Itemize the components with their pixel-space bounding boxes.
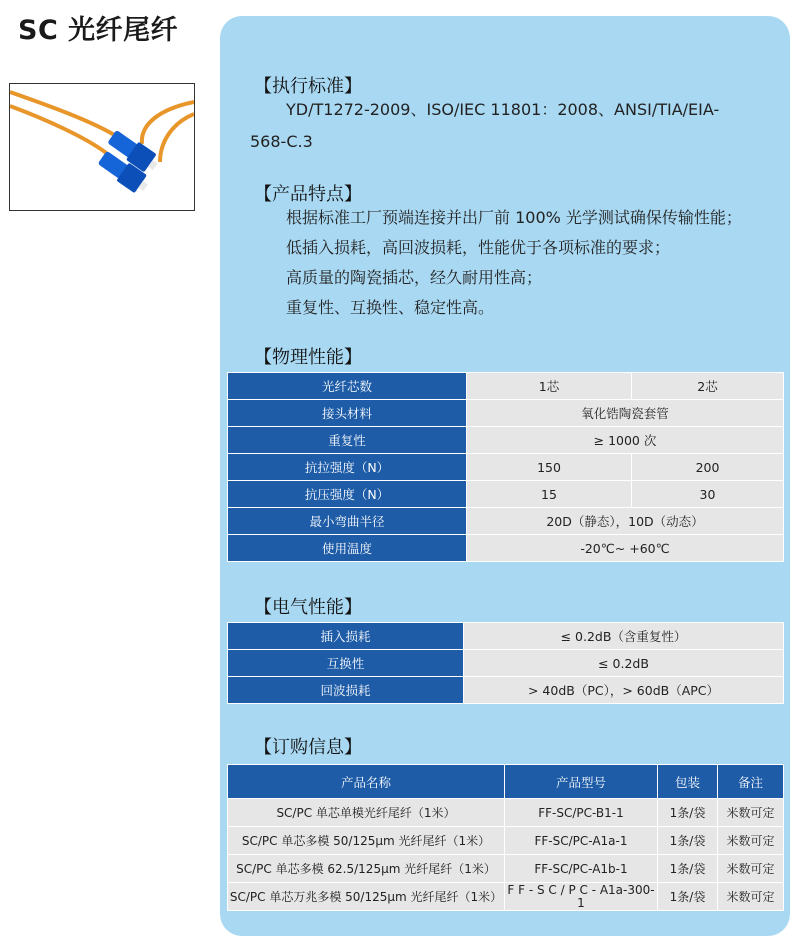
physical-heading: 【物理性能】: [254, 347, 362, 368]
column-header: 包装: [658, 765, 718, 799]
table-row: [228, 535, 784, 562]
page-title: SC 光纤尾纤: [18, 15, 179, 46]
table-row: [228, 400, 784, 427]
row-value: ≤ 0.2dB（含重复性）: [464, 623, 784, 650]
row-value: 150: [467, 454, 632, 481]
row-label: 插入损耗: [228, 623, 464, 650]
product-name: SC/PC 单芯单模光纤尾纤（1米）: [228, 799, 505, 827]
table-row: [228, 481, 784, 508]
table-row: [228, 373, 784, 400]
feature-item: 低插入损耗，高回波损耗，性能优于各项标准的要求；: [286, 238, 671, 257]
standards-line-2: 568-C.3: [250, 132, 313, 151]
package: 1条/袋: [658, 883, 718, 911]
row-value: 2芯: [632, 373, 784, 400]
note: 米数可定: [718, 855, 784, 883]
physical-table: [227, 372, 784, 562]
product-name: SC/PC 单芯多模 50/125μm 光纤尾纤（1米）: [228, 827, 505, 855]
product-model: FF-SC/PC-A1b-1: [505, 855, 658, 883]
product-photo: [9, 83, 195, 211]
table-row: [228, 508, 784, 535]
product-model: FF-SC/PC-A1a-1: [505, 827, 658, 855]
row-label: 抗压强度（N）: [228, 481, 467, 508]
table-row: [228, 650, 784, 677]
package: 1条/袋: [658, 799, 718, 827]
row-value: 20D（静态），10D（动态）: [467, 508, 784, 535]
order-heading: 【订购信息】: [254, 737, 362, 758]
column-header: 备注: [718, 765, 784, 799]
feature-item: 高质量的陶瓷插芯，经久耐用性高；: [286, 268, 543, 287]
product-name: SC/PC 单芯万兆多模 50/125μm 光纤尾纤（1米）: [228, 883, 505, 911]
row-value: ≥ 1000 次: [467, 427, 784, 454]
row-label: 抗拉强度（N）: [228, 454, 467, 481]
row-label: 互换性: [228, 650, 464, 677]
table-row: [228, 623, 784, 650]
table-header-row: [228, 765, 784, 799]
package: 1条/袋: [658, 827, 718, 855]
table-row: [228, 883, 784, 911]
row-label: 重复性: [228, 427, 467, 454]
note: 米数可定: [718, 883, 784, 911]
row-value: 氧化锆陶瓷套管: [467, 400, 784, 427]
product-model: F F - S C / P C - A1a-300-1: [505, 883, 658, 911]
row-label: 光纤芯数: [228, 373, 467, 400]
feature-item: 根据标准工厂预端连接并出厂前 100% 光学测试确保传输性能；: [286, 208, 742, 227]
feature-item: 重复性、互换性、稳定性高。: [286, 298, 495, 317]
table-row: [228, 855, 784, 883]
features-heading: 【产品特点】: [254, 184, 362, 205]
electrical-heading: 【电气性能】: [254, 597, 362, 618]
row-label: 使用温度: [228, 535, 467, 562]
standards-line-1: YD/T1272-2009、ISO/IEC 11801：2008、ANSI/TIA/EIA-: [286, 100, 720, 119]
row-label: 接头材料: [228, 400, 467, 427]
sc-connector-image: [10, 84, 194, 210]
table-row: [228, 677, 784, 704]
note: 米数可定: [718, 799, 784, 827]
table-row: [228, 799, 784, 827]
row-value: 1芯: [467, 373, 632, 400]
row-value: 15: [467, 481, 632, 508]
row-value: 200: [632, 454, 784, 481]
row-label: 回波损耗: [228, 677, 464, 704]
row-value: -20℃~ +60℃: [467, 535, 784, 562]
package: 1条/袋: [658, 855, 718, 883]
electrical-table: [227, 622, 784, 704]
product-name: SC/PC 单芯多模 62.5/125μm 光纤尾纤（1米）: [228, 855, 505, 883]
column-header: 产品名称: [228, 765, 505, 799]
standards-heading: 【执行标准】: [254, 76, 362, 97]
table-row: [228, 427, 784, 454]
table-row: [228, 454, 784, 481]
table-row: [228, 827, 784, 855]
column-header: 产品型号: [505, 765, 658, 799]
note: 米数可定: [718, 827, 784, 855]
row-label: 最小弯曲半径: [228, 508, 467, 535]
product-model: FF-SC/PC-B1-1: [505, 799, 658, 827]
row-value: > 40dB（PC），> 60dB（APC）: [464, 677, 784, 704]
order-table: [227, 764, 784, 911]
row-value: ≤ 0.2dB: [464, 650, 784, 677]
row-value: 30: [632, 481, 784, 508]
